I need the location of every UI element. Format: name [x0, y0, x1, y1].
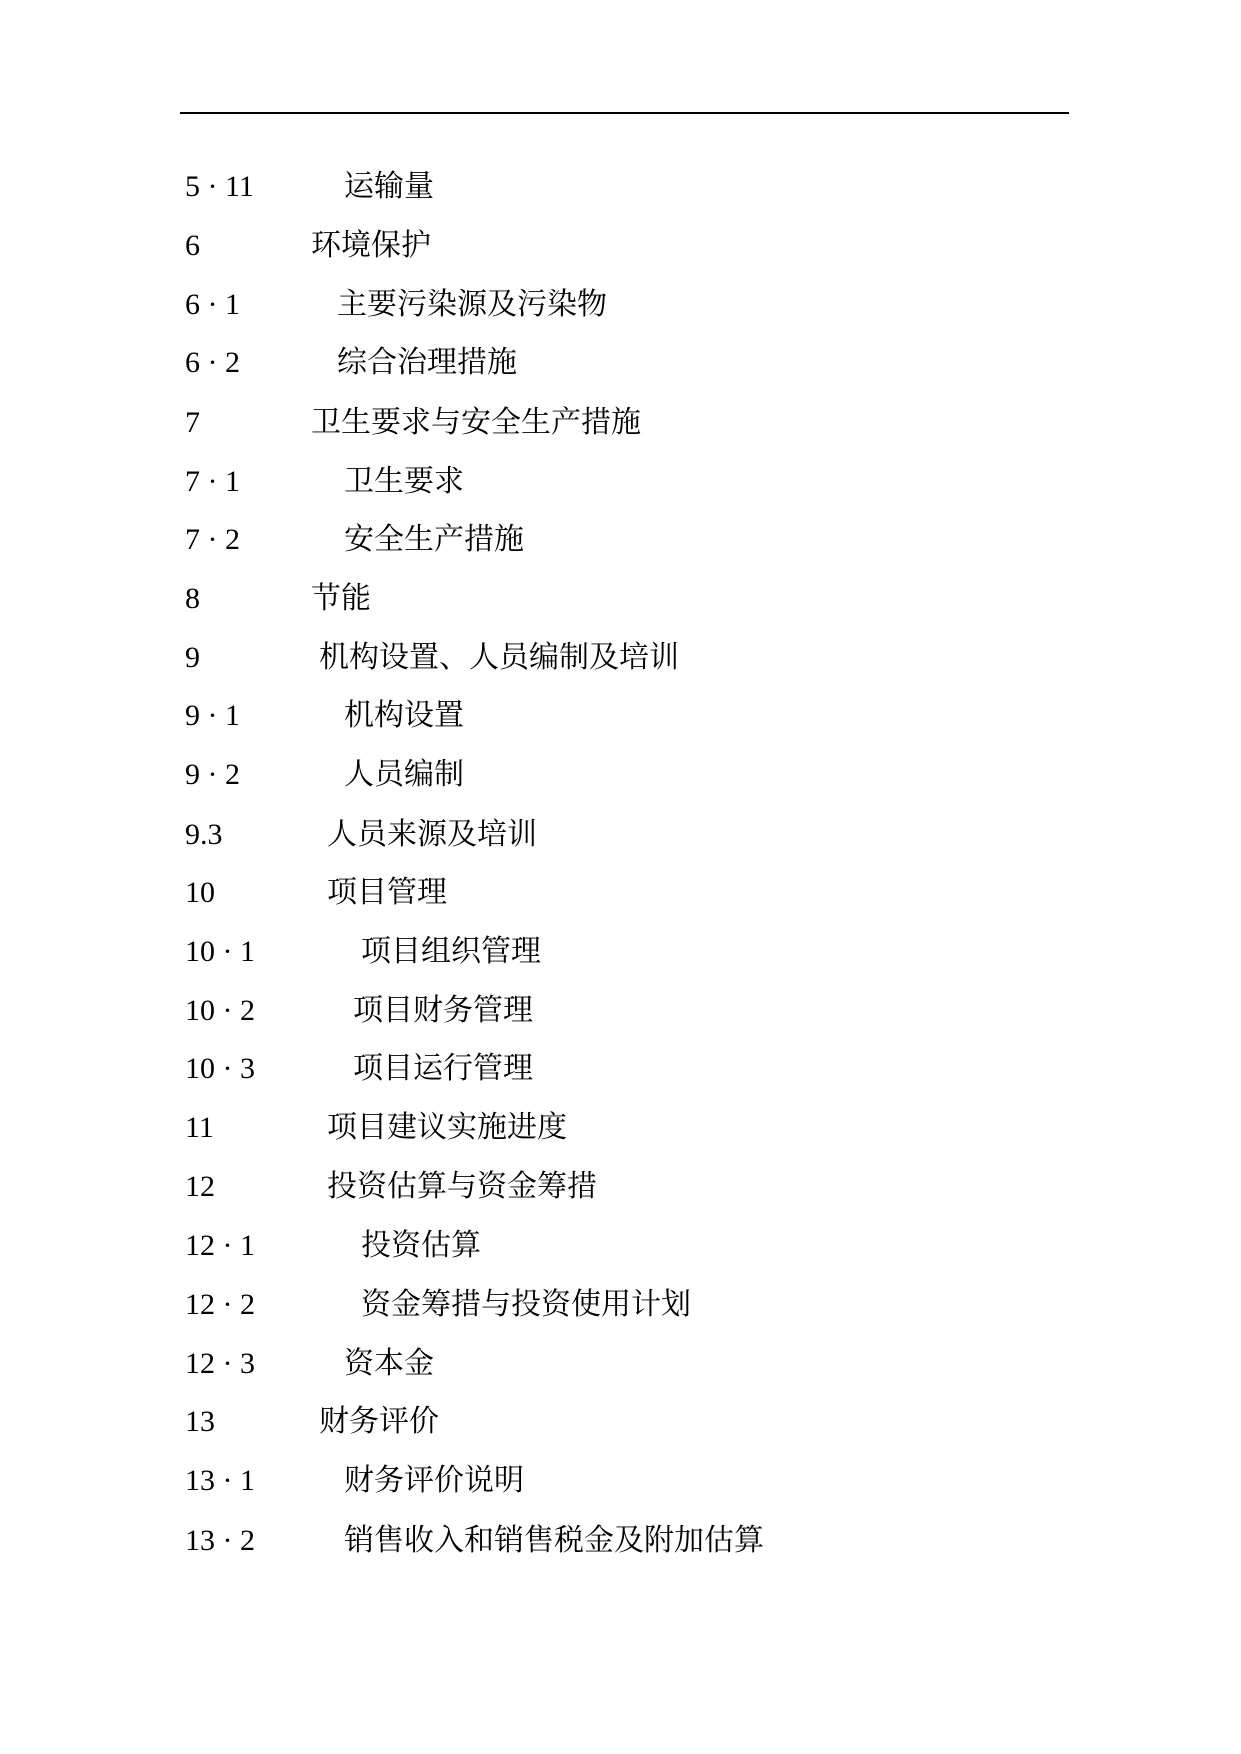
- toc-entry: [0, 935, 1241, 969]
- toc-entry: [0, 1347, 1241, 1381]
- toc-entry-title: 卫生要求: [344, 465, 464, 498]
- toc-entry-number: 12 · 1: [185, 1229, 255, 1262]
- toc-entry: [0, 229, 1241, 263]
- toc-entry-title: 项目管理: [327, 876, 447, 909]
- toc-entry-title: 项目组织管理: [361, 935, 541, 968]
- toc-entry-number: 13 · 2: [185, 1524, 255, 1557]
- toc-entry-number: 7 · 1: [185, 465, 240, 498]
- toc-entry: [0, 818, 1241, 852]
- toc-entry-title: 人员来源及培训: [327, 818, 537, 851]
- toc-entry-number: 7: [185, 406, 200, 439]
- toc-entry-number: 6: [185, 229, 200, 262]
- toc-entry-title: 投资估算: [361, 1229, 481, 1262]
- toc-entry: [0, 1288, 1241, 1322]
- toc-entry: [0, 288, 1241, 322]
- toc-entry: [0, 1170, 1241, 1204]
- toc-entry-title: 销售收入和销售税金及附加估算: [344, 1524, 764, 1557]
- toc-entry-title: 财务评价说明: [344, 1464, 524, 1497]
- toc-entry: [0, 758, 1241, 792]
- toc-entry-number: 6 · 1: [185, 288, 240, 321]
- toc-entry: [0, 170, 1241, 204]
- toc-entry-title: 主要污染源及污染物: [337, 288, 607, 321]
- toc-entry: [0, 465, 1241, 499]
- toc-entry: [0, 994, 1241, 1028]
- toc-entry: [0, 523, 1241, 557]
- toc-entry-number: 12 · 2: [185, 1288, 255, 1321]
- toc-entry: [0, 641, 1241, 675]
- toc-entry-title: 资本金: [344, 1347, 434, 1380]
- toc-entry-number: 13 · 1: [185, 1464, 255, 1497]
- toc-entry-number: 12: [185, 1170, 215, 1203]
- toc-entry-title: 机构设置: [344, 699, 464, 732]
- toc-entry-title: 机构设置、人员编制及培训: [319, 641, 679, 674]
- toc-entry-title: 综合治理措施: [337, 346, 517, 379]
- toc-entry-number: 6 · 2: [185, 346, 240, 379]
- toc-entry: [0, 1405, 1241, 1439]
- toc-entry-number: 10: [185, 876, 215, 909]
- toc-entry: [0, 1464, 1241, 1498]
- toc-entry-number: 10 · 2: [185, 994, 255, 1027]
- toc-entry-title: 项目运行管理: [353, 1052, 533, 1085]
- toc-entry: [0, 582, 1241, 616]
- toc-entry-number: 10 · 3: [185, 1052, 255, 1085]
- toc-entry-title: 项目建议实施进度: [327, 1111, 567, 1144]
- toc-entry-title: 环境保护: [311, 229, 431, 262]
- toc-entry-title: 项目财务管理: [353, 994, 533, 1027]
- toc-entry: [0, 699, 1241, 733]
- toc-entry-number: 13: [185, 1405, 215, 1438]
- toc-entry-number: 7 · 2: [185, 523, 240, 556]
- toc-entry-number: 9.3: [185, 818, 223, 851]
- toc-entry-number: 12 · 3: [185, 1347, 255, 1380]
- toc-entry-title: 运输量: [344, 170, 434, 203]
- toc-entry-number: 10 · 1: [185, 935, 255, 968]
- toc-entry: [0, 346, 1241, 380]
- toc-entry-title: 财务评价: [319, 1405, 439, 1438]
- toc-entry-number: 8: [185, 582, 200, 615]
- toc-entry-number: 9 · 2: [185, 758, 240, 791]
- toc-entry: [0, 1229, 1241, 1263]
- toc-entry-title: 人员编制: [344, 758, 464, 791]
- toc-entry: [0, 1111, 1241, 1145]
- toc-entry-title: 节能: [311, 582, 371, 615]
- toc-entry: [0, 1052, 1241, 1086]
- toc-entry: [0, 876, 1241, 910]
- toc-entry-number: 9 · 1: [185, 699, 240, 732]
- toc-entry: [0, 1524, 1241, 1558]
- toc-entry-number: 11: [185, 1111, 214, 1144]
- toc-entry: [0, 406, 1241, 440]
- toc-entry-title: 投资估算与资金筹措: [327, 1170, 597, 1203]
- toc-entry-number: 9: [185, 641, 200, 674]
- toc-entry-number: 5 · 11: [185, 170, 254, 203]
- toc-entry-title: 安全生产措施: [344, 523, 524, 556]
- toc-entry-title: 资金筹措与投资使用计划: [361, 1288, 691, 1321]
- toc-entry-title: 卫生要求与安全生产措施: [311, 406, 641, 439]
